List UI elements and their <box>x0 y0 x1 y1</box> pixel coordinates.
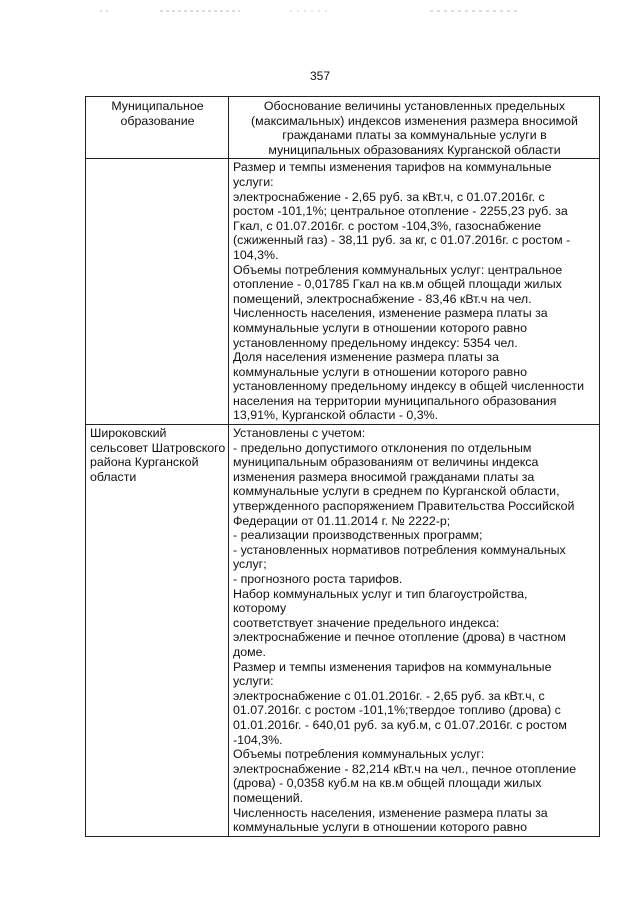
text-line: (сжиженный газ) - 38,11 руб. за кг, с 01.07.2016г. с ростом - <box>233 233 571 248</box>
text-line: ростом -101,1%; центральное отопление - 2255,23 руб. за <box>233 204 568 219</box>
text-line: помещений, электроснабжение - 83,46 кВт.ч на чел. <box>233 291 532 306</box>
text-line: - реализации производственных программ; <box>233 528 483 543</box>
justification-cell <box>229 159 600 425</box>
text-line: отопление - 0,01785 Гкал на кв.м общей площади жилых <box>233 277 562 292</box>
municipality-cell <box>86 159 229 425</box>
text-line: соответствует значение предельного индекса: <box>233 615 500 630</box>
text-line: Объемы потребления коммунальных услуг: центральное <box>233 262 563 277</box>
text-line: гражданами платы за коммунальные услуги в <box>282 128 547 143</box>
table-row <box>86 425 600 837</box>
header-justification <box>229 97 600 159</box>
text-line: населения на территории муниципального образования <box>233 393 557 408</box>
header-municipality <box>86 97 229 159</box>
text-line: области <box>90 469 137 484</box>
text-line: Гкал, с 01.07.2016г. с ростом -104,3%, газоснабжение <box>233 218 542 233</box>
scan-artifact-marks <box>100 10 550 12</box>
text-line: Доля населения изменение размера платы за <box>233 350 499 365</box>
text-line: 104,3%. <box>233 247 279 262</box>
text-line: района Курганской <box>90 455 199 470</box>
text-line: доме. <box>233 644 266 659</box>
text-line: услуги: <box>233 674 274 689</box>
text-line: 13,91%, Курганской области - 0,3%. <box>233 408 439 423</box>
text-line: (максимальных) индексов изменения размера вносимой <box>251 113 578 128</box>
text-line: -104,3%. <box>233 732 283 747</box>
text-line: - предельно допустимого отклонения по отдельным <box>233 440 532 455</box>
table-header-row <box>86 97 600 159</box>
text-line: - установленных нормативов потребления коммунальных <box>233 542 566 557</box>
table-row <box>86 159 600 425</box>
text-line: сельсовет Шатровского <box>90 440 226 455</box>
text-line: Установлены с учетом: <box>233 426 366 441</box>
text-line: коммунальные услуги в отношении которого равно <box>233 364 527 379</box>
text-line: Размер и темпы изменения тарифов на коммунальные <box>233 659 552 674</box>
text-line: 01.01.2016г. - 640,01 руб. за куб.м, с 01.07.2016г. с ростом <box>233 717 567 732</box>
page-number: 357 <box>309 69 331 83</box>
text-line: изменения размера вносимой гражданами платы за <box>233 469 535 484</box>
municipality-cell <box>86 425 229 837</box>
text-line: электроснабжение - 2,65 руб. за кВт.ч, с 01.07.2016г. с <box>233 189 545 204</box>
text-line: образование <box>120 113 195 128</box>
text-line: помещений. <box>233 790 304 805</box>
text-line: Объемы потребления коммунальных услуг: <box>233 747 485 762</box>
text-line: установленному предельному индексу: 5354 чел. <box>233 335 518 350</box>
text-line: электроснабжение - 82,214 кВт.ч на чел., печное отопление <box>233 761 577 776</box>
text-line: услуги: <box>233 174 274 189</box>
text-line: Набор коммунальных услуг и тип благоустройства, <box>233 586 528 601</box>
text-line: Широковский <box>90 426 167 441</box>
text-line: - прогнозного роста тарифов. <box>233 572 403 586</box>
text-line: услуг; <box>233 557 267 572</box>
text-line: (дрова) - 0,0358 куб.м на кв.м общей площади жилых <box>233 776 542 791</box>
municipal-index-table <box>85 96 600 837</box>
text-line: Муниципальное <box>111 99 204 113</box>
text-line: муниципальных образованиях Курганской области <box>268 142 561 157</box>
text-line: муниципальным образованиям от величины индекса <box>233 455 539 470</box>
text-line: утвержденного распоряжением Правительства Российской <box>233 499 575 514</box>
text-line: электроснабжение и печное отопление (дрова) в частном <box>233 630 566 645</box>
text-line: которому <box>233 601 287 616</box>
text-line: Размер и темпы изменения тарифов на коммунальные <box>233 160 552 175</box>
text-line: Федерации от 01.11.2014 г. № 2222-р; <box>233 513 451 528</box>
text-line: коммунальные услуги в отношении которого равно <box>233 320 527 335</box>
text-line: электроснабжение с 01.01.2016г. - 2,65 руб. за кВт.ч, с <box>233 688 545 703</box>
text-line: Численность населения, изменение размера платы за <box>233 805 548 820</box>
justification-cell <box>229 425 600 837</box>
text-line: установленному предельному индексу в общей численности <box>233 379 585 394</box>
text-line: Численность населения, изменение размера платы за <box>233 306 548 321</box>
text-line: Обоснование величины установленных предельных <box>263 99 566 113</box>
text-line: коммунальные услуги в отношении которого равно <box>233 820 527 835</box>
text-line: коммунальные услуги в среднем по Курганской области, <box>233 484 560 499</box>
text-line: 01.07.2016г. с ростом -101,1%;твердое топливо (дрова) с <box>233 703 561 718</box>
